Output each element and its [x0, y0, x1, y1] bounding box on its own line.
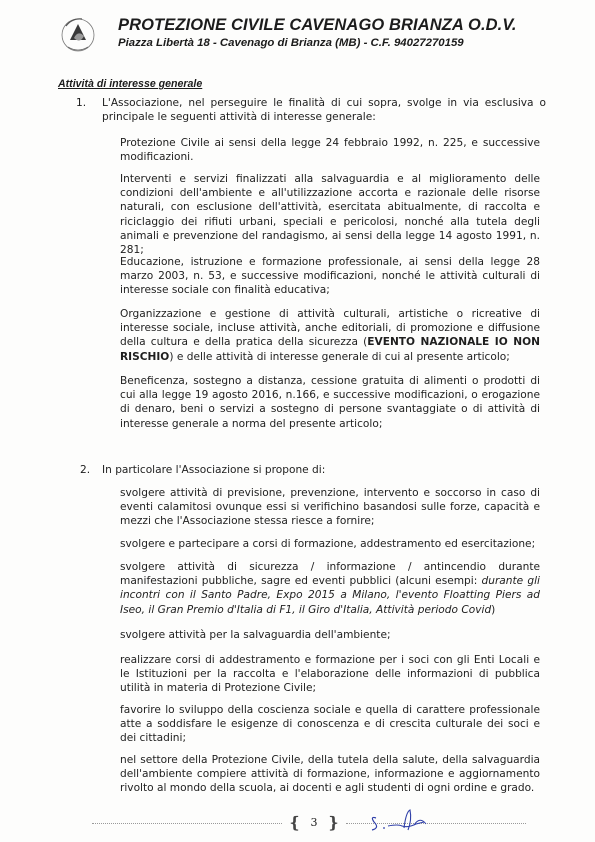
purpose-paragraph: svolgere attività per la salvaguardia dell'ambiente;: [120, 629, 391, 641]
item-number: 2.: [80, 464, 91, 476]
activity-paragraph: Interventi e servizi finalizzati alla salvaguardia e al miglioramento delle condizioni dell'ambiente e all'utilizzazione accorta e razionale delle risorse naturali, con esclusione dell'attività, esercitata abitualmente, di raccolta e riciclaggio dei rifiuti urbani, speciali e pericolosi, nonché alla tutela degli animali e prevenzione del randagismo, ai sensi della legge 14 agosto 1991, n. 281;: [120, 173, 540, 257]
activity-paragraph: Educazione, istruzione e formazione professionale, ai sensi della legge 28 marzo 2003, n. 53, e successive modificazioni, nonché le attività culturali di interesse sociale con finalità educativa;: [120, 256, 540, 297]
activity-text: ) e delle attività di interesse generale di cui al presente articolo;: [169, 350, 510, 363]
event-examples: durante gli incontri con il Santo Padre, Expo 2015 a Milano, l'evento Floatting Piers ad Iseo, il Gran Premio d'Italia di F1, il Giro d'Italia, Attività periodo Covid: [120, 575, 540, 616]
handwritten-signature: [368, 806, 446, 834]
activity-text: Organizzazione e gestione di attività culturali, artistiche o ricreative di interesse sociale, incluse attività, anche editoriali, di promozione e diffusione della cultura e della pratica della sicurezza (: [120, 308, 540, 349]
organization-address: Piazza Libertà 18 - Cavenago di Brianza (MB) - C.F. 94027270159: [118, 37, 464, 49]
purpose-paragraph: favorire lo sviluppo della coscienza sociale e quella di carattere professionale atte a soddisfare le esigenze di conoscenza e di crescita culturale dei soci e dei cittadini;: [120, 704, 540, 745]
event-name: EVENTO NAZIONALE IO NON RISCHIO: [120, 336, 540, 363]
purpose-paragraph: realizzare corsi di addestramento e formazione per i soci con gli Enti Locali e le Istituzioni per la raccolta e l'elaborazione delle informazioni di pubblica utilità in materia di Protezione Civile;: [120, 654, 540, 695]
activity-paragraph: Protezione Civile ai sensi della legge 24 febbraio 1992, n. 225, e successive modificazioni.: [120, 137, 540, 164]
section-title: Attività di interesse generale: [58, 78, 203, 90]
purpose-paragraph: nel settore della Protezione Civile, della tutela della salute, della salvaguardia dell'ambiente compiere attività di formazione, informazione e aggiornamento rivolto al mondo della scuola, ai docenti e agli studenti di ogni ordine e grado.: [120, 754, 540, 795]
footer-divider: [92, 823, 282, 824]
organization-name: PROTEZIONE CIVILE CAVENAGO BRIANZA O.D.V.: [118, 16, 517, 34]
activity-paragraph: Beneficenza, sostegno a distanza, cessione gratuita di alimenti o prodotti di cui alla legge 19 agosto 2016, n.166, e successive modificazioni, o erogazione di denaro, beni o servizi a sostegno di persone svantaggiate o di attività di interesse generale a norma del presente articolo;: [120, 375, 540, 430]
page-number: 3: [310, 816, 318, 829]
bracket-right-icon: ❵: [326, 813, 340, 832]
protezione-civile-logo: [58, 14, 98, 54]
item-number: 1.: [76, 97, 87, 109]
letterhead: [58, 12, 538, 58]
purpose-paragraph: svolgere e partecipare a corsi di formazione, addestramento ed esercitazione;: [120, 538, 536, 550]
purpose-text: svolgere attività di sicurezza / informazione / antincendio durante manifestazioni pubbliche, sagre ed eventi pubblici (alcuni esempi:: [120, 561, 540, 588]
purpose-paragraph: svolgere attività di previsione, prevenzione, intervento e soccorso in caso di eventi calamitosi ovunque essi si verifichino basandosi sulle forze, capacità e mezzi che l'Associazione stessa riesce a fornire;: [120, 487, 540, 528]
activity-paragraph: [120, 307, 540, 364]
page-number-box: [286, 814, 342, 832]
purpose-text: ): [491, 603, 496, 616]
item-intro: L'Associazione, nel perseguire le finalità di cui sopra, svolge in via esclusiva o principale le seguenti attività di interesse generale:: [102, 97, 546, 124]
purpose-paragraph: [120, 560, 540, 617]
item-intro: In particolare l'Associazione si propone di:: [102, 464, 326, 476]
bracket-left-icon: ❴: [288, 813, 302, 832]
